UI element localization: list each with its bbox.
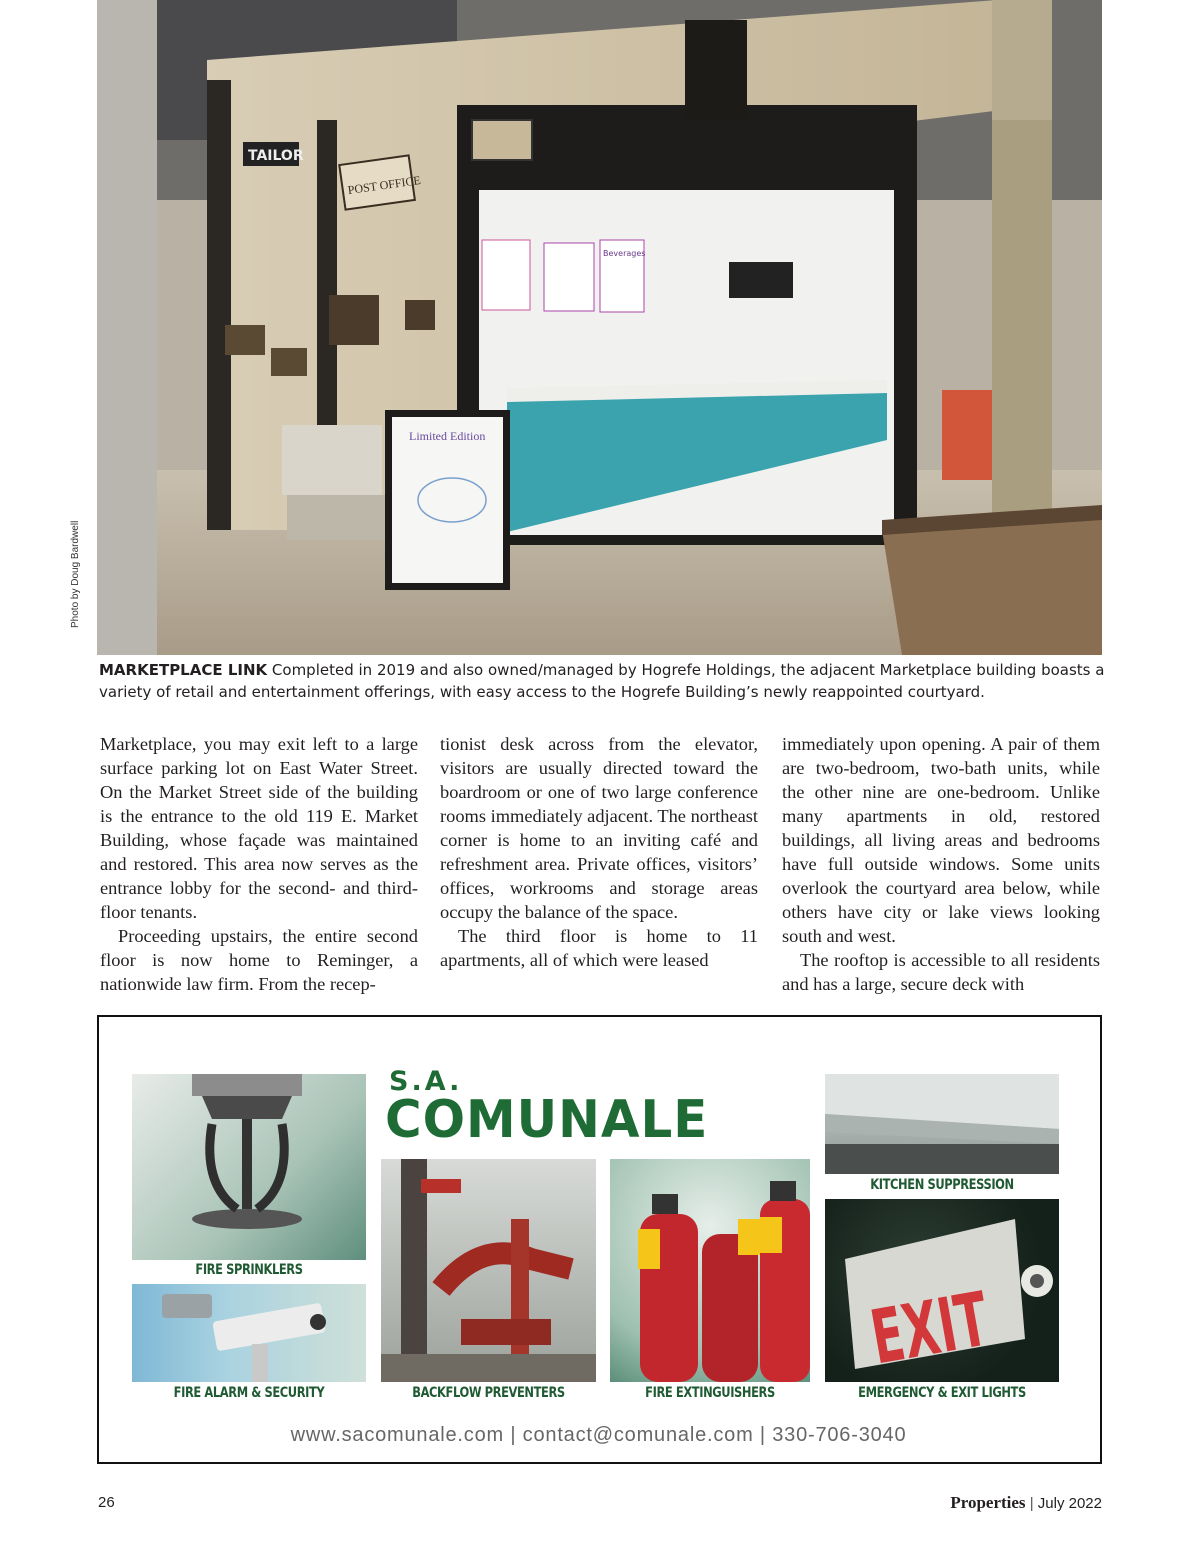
fire-extinguishers-image — [610, 1159, 810, 1382]
photo-credit: Photo by Doug Bardwell — [70, 520, 81, 628]
kitchen-hood-image — [825, 1074, 1059, 1174]
issue-date: July 2022 — [1037, 1495, 1102, 1512]
security-camera-image — [132, 1284, 366, 1382]
running-footer — [950, 1493, 1102, 1513]
article-paragraph: immediately upon opening. A pair of them are two-bedroom, two-bath units, while the other nine are one-bedroom. Unlike many apartments in old, restored buildings, all living areas and bedrooms have full outside windows. Some units overlook the courtyard area below, while others have city or lake views looking south and west. — [782, 734, 1100, 946]
article-paragraph: Proceeding upstairs, the entire second floor is now home to Reminger, a nationwide law firm. From the recep- — [100, 926, 418, 994]
page-number: 26 — [98, 1494, 115, 1511]
article-column-3 — [782, 732, 1100, 996]
article-paragraph: Marketplace, you may exit left to a large surface parking lot on East Water Street. On the Market Street side of the building is the entrance to the old 119 E. Market Building, whose façade was maintained and restored. This area now serves as the entrance lobby for the second- and third-floor tenants. — [100, 734, 418, 922]
advertiser-contact-info[interactable]: www.sacomunale.com | contact@comunale.com | 330-706-3040 — [290, 1424, 907, 1446]
marketplace-photo — [97, 0, 1102, 655]
easel-board-title: Limited Edition — [409, 429, 486, 443]
backflow-preventer-image — [381, 1159, 596, 1382]
article-column-1 — [100, 732, 418, 996]
exit-light-image — [825, 1199, 1059, 1382]
brand-logo: COMUNALE — [385, 1090, 709, 1150]
magazine-name: Properties — [950, 1493, 1026, 1512]
post-office-sign: POST OFFICE — [346, 172, 422, 198]
brand-prefix: S.A. — [389, 1066, 463, 1097]
fire-sprinklers-label: FIRE SPRINKLERS — [195, 1262, 303, 1278]
caption-text: Completed in 2019 and also owned/managed by Hogrefe Holdings, the adjacent Marketplace building boasts a variety of retail and entertainment offerings, with easy access to the Hogrefe Building’s newly reappointed courtyard. — [99, 661, 1105, 701]
article-paragraph: The rooftop is accessible to all residents and has a large, secure deck with — [782, 950, 1100, 994]
caption-lead: MARKETPLACE LINK — [99, 661, 268, 679]
article-paragraph: tionist desk across from the elevator, visitors are usually directed toward the boardroom or one of two large conference rooms immediately adjacent. The northeast corner is home to an inviting café and refreshment area. Private offices, visitors’ offices, workrooms and storage areas occupy the balance of the space. — [440, 734, 758, 922]
article-column-2 — [440, 732, 758, 972]
backflow-preventers-label: BACKFLOW PREVENTERS — [412, 1385, 565, 1401]
exit-sign-text: EXIT — [864, 1274, 995, 1382]
fire-alarm-security-label: FIRE ALARM & SECURITY — [173, 1385, 325, 1401]
kitchen-suppression-label: KITCHEN SUPPRESSION — [870, 1177, 1014, 1193]
emergency-exit-lights-label: EMERGENCY & EXIT LIGHTS — [858, 1385, 1026, 1401]
menu-board-text: Beverages — [603, 249, 646, 258]
footer-separator: | — [1025, 1495, 1038, 1512]
fire-extinguishers-label: FIRE EXTINGUISHERS — [645, 1385, 775, 1401]
tailor-sign: TAILOR — [248, 148, 304, 164]
fire-sprinkler-image — [132, 1074, 366, 1260]
article-paragraph: The third floor is home to 11 apartments, all of which were leased — [440, 926, 758, 970]
photo-caption — [99, 659, 1105, 703]
